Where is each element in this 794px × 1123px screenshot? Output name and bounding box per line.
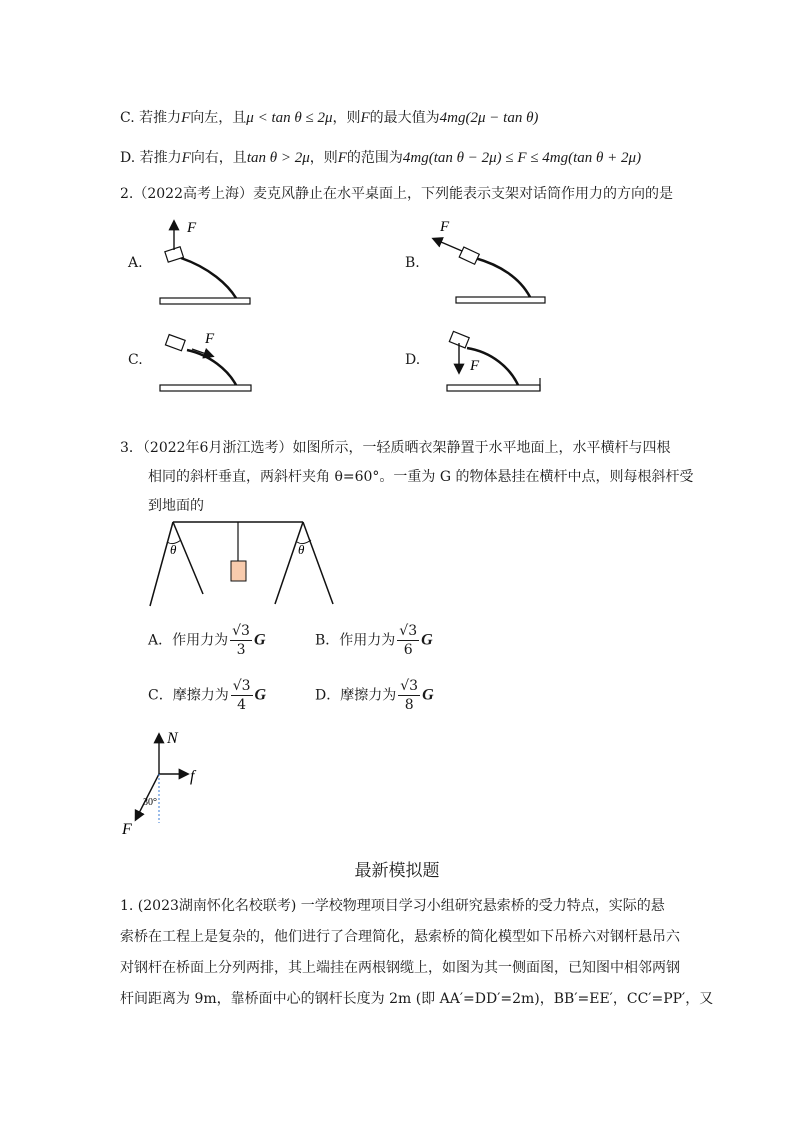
section-title: 最新模拟题 <box>354 861 440 881</box>
q2-stem: 2.（2022高考上海）麦克风静止在水平桌面上，下列能表示支架对话筒作用力的方向的是 <box>120 186 673 202</box>
force-label: F <box>205 331 215 347</box>
force-label: F <box>122 821 132 838</box>
mic-diagram-d <box>447 331 540 391</box>
table-surface <box>456 297 545 303</box>
q1-option-d: D. 若推力F向右，且tan θ > 2μ，则F的范围为4mg(tan θ − 2μ) ≤ F ≤ 4mg(tan θ + 2μ) <box>120 150 642 166</box>
force-label: F <box>440 219 450 235</box>
q3-stem-line3: 到地面的 <box>148 498 204 514</box>
mic-head <box>459 247 479 264</box>
mic-diagram-c <box>160 331 251 391</box>
q2-label-d: D. <box>405 352 421 368</box>
q3-option-a: A．作用力为 $\frac{√3}{3}$ G <box>148 623 266 658</box>
mic-stand <box>181 258 236 298</box>
angle-label: 30° <box>143 797 157 808</box>
q2-label-c: C. <box>128 352 143 368</box>
force-arrow <box>434 239 462 251</box>
force-label: F <box>187 220 197 236</box>
mic-stand <box>475 258 530 297</box>
hanging-weight <box>231 561 246 581</box>
friction-label: f <box>190 768 195 785</box>
q1-option-c: C. 若推力F向左，且μ < tan θ ≤ 2μ，则F的最大值为4mg(2μ − tan θ) <box>120 110 539 126</box>
table-surface <box>160 385 251 391</box>
normal-label: N <box>167 730 178 747</box>
m1-line4: 杆间距离为 9m，靠桥面中心的钢杆长度为 2m (即 AA′=DD′=2m)，BB′=EE′，CC′=PP′，又 <box>120 991 714 1007</box>
q3-option-b: B．作用力为 $\frac{√3}{6}$ G <box>315 623 433 658</box>
m1-line2: 索桥在工程上是复杂的，他们进行了合理简化，悬索桥的简化模型如下吊桥六对钢杆悬吊六 <box>120 929 680 945</box>
mic-head <box>165 335 185 351</box>
table-surface <box>160 298 250 304</box>
q3-stem-line2: 相同的斜杆垂直，两斜杆夹角 θ=60°。一重为 G 的物体悬挂在横杆中点，则每根斜杆受 <box>148 469 694 485</box>
theta-label-left: θ <box>170 542 177 557</box>
m1-line3: 对钢杆在桥面上分列两排，其上端挂在两根钢缆上，如图为其一侧面图，已知图中相邻两钢 <box>120 960 680 976</box>
clothes-rack-diagram <box>145 518 345 618</box>
q3-stem-line1: 3．（2022年6月浙江选考）如图所示，一轻质晒衣架静置于水平地面上，水平横杆与四根 <box>120 440 671 456</box>
mic-diagram-b <box>434 219 545 303</box>
q2-label-b: B. <box>405 255 420 271</box>
q2-diagrams <box>0 200 794 620</box>
m1-line1: 1. (2023湖南怀化名校联考) 一学校物理项目学习小组研究悬索桥的受力特点，实际的悬 <box>120 898 665 914</box>
q3-option-d: D．摩擦力为 $\frac{√3}{8}$ G <box>315 678 434 713</box>
mic-diagram-a <box>160 220 250 304</box>
q2-label-a: A. <box>128 255 143 271</box>
force-label: F <box>470 358 480 374</box>
theta-label-right: θ <box>298 542 305 557</box>
force-diagram <box>115 727 215 842</box>
q3-option-c: C．摩擦力为 $\frac{√3}{4}$ G <box>148 678 267 713</box>
table-surface <box>447 385 540 391</box>
